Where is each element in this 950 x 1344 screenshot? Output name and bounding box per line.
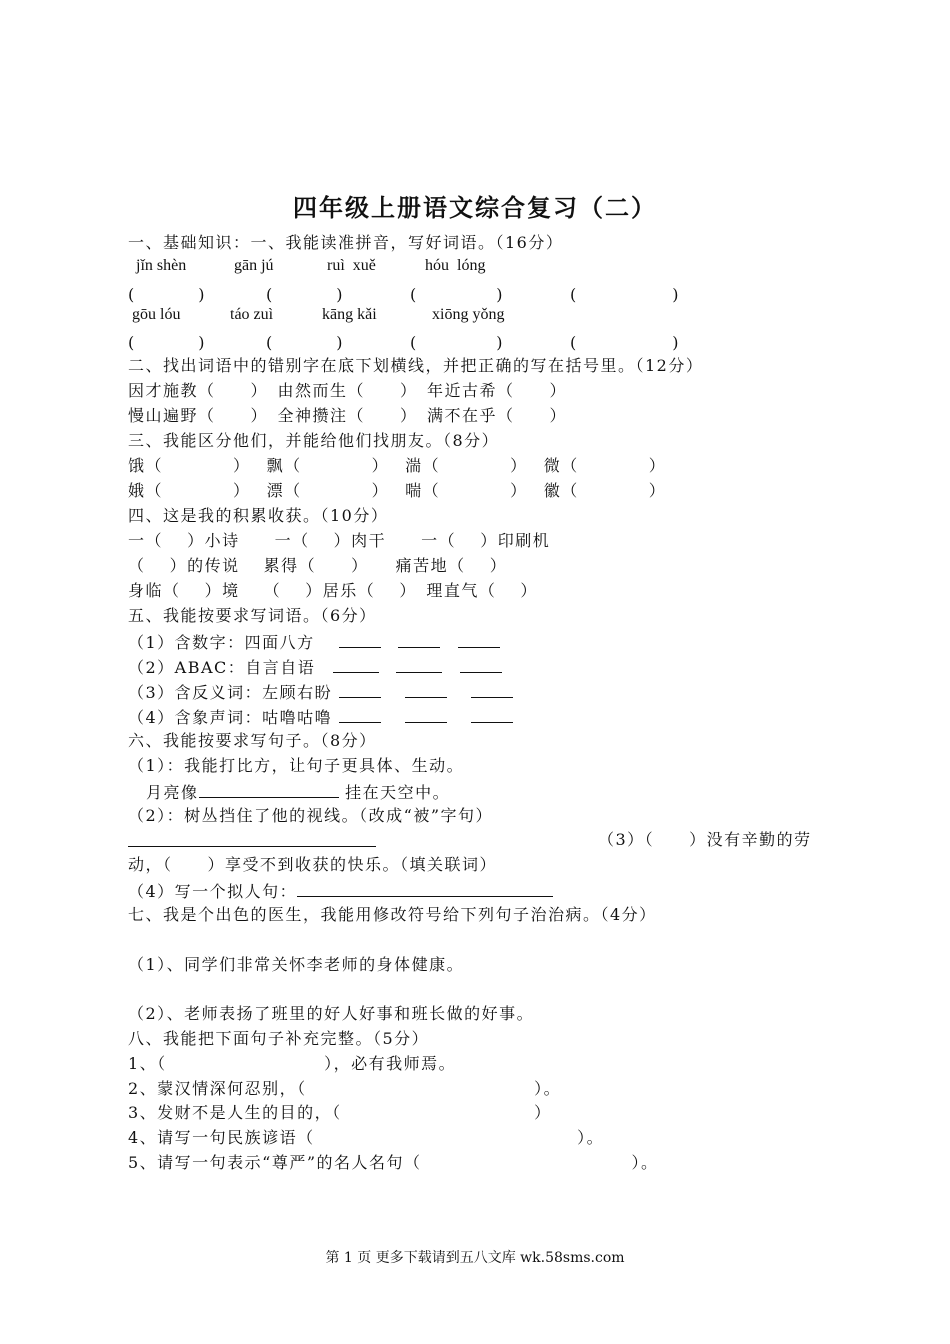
answer-paren: ( ) <box>128 333 205 352</box>
blank-line <box>199 781 339 798</box>
section-5-item <box>128 656 502 678</box>
section-3-row: 娥（ ） 漂（ ） 喘（ ） 徽（ ） <box>128 481 667 500</box>
section-2-row: 因才施教（ ） 由然而生（ ） 年近古希（ ） <box>128 381 568 400</box>
section-5-item <box>128 706 513 728</box>
section-1-heading: 一、基础知识：一、我能读准拼音，写好词语。（16分） <box>128 233 564 252</box>
section-5-heading: 五、我能按要求写词语。（6分） <box>128 606 377 625</box>
section-4-row: 一（ ）小诗 一（ ）肉干 一（ ）印刷机 <box>128 531 551 550</box>
section-8-item: 1、（ ），必有我师焉。 <box>128 1054 457 1073</box>
blank-line <box>405 706 447 723</box>
blank-line <box>458 631 500 648</box>
section-6-item: （3）（ ）没有辛勤的劳 <box>598 830 812 849</box>
section-7-heading: 七、我是个出色的医生，我能用修改符号给下列句子治治病。（4分） <box>128 905 657 924</box>
section-3-row: 饿（ ） 飘（ ） 湍（ ） 微（ ） <box>128 456 667 475</box>
section-2-heading: 二、找出词语中的错别字在底下划横线，并把正确的写在括号里。（12分） <box>128 356 704 375</box>
answer-paren: ( ) <box>266 333 343 352</box>
answer-paren: ( ) <box>410 285 503 304</box>
pinyin-3: ruì xuě <box>327 257 376 274</box>
blank-line <box>297 880 553 897</box>
section-7-item: （1）、同学们非常关怀李老师的身体健康。 <box>128 955 465 974</box>
section-6-heading: 六、我能按要求写句子。（8分） <box>128 731 377 750</box>
item-text: （2）ABAC：自言自语 <box>128 658 316 677</box>
blank-line <box>398 631 440 648</box>
section-7-item: （2）、老师表扬了班里的好人好事和班长做的好事。 <box>128 1004 535 1023</box>
pinyin-2: gān jú <box>234 257 274 274</box>
item-text: （1）含数字：四面八方 <box>128 633 315 652</box>
item-text: （3）含反义词：左顾右盼 <box>128 683 333 702</box>
blank-line <box>405 681 447 698</box>
pinyin-8: xiōng yǒng <box>432 306 505 323</box>
section-6-item: （2）：树丛挡住了他的视线。（改成“被”字句） <box>128 806 494 825</box>
page-title: 四年级上册语文综合复习（二） <box>293 194 657 222</box>
pinyin-6: táo zuì <box>230 306 274 323</box>
section-8-heading: 八、我能把下面句子补充完整。（5分） <box>128 1029 430 1048</box>
section-6-item <box>146 781 450 803</box>
section-6-item <box>128 880 553 902</box>
section-6-item <box>128 830 376 852</box>
section-8-item: 5、请写一句表示“尊严”的名人名句（ ）。 <box>128 1153 659 1172</box>
answer-paren: ( ) <box>570 333 679 352</box>
blank-line <box>396 656 442 673</box>
section-5-item <box>128 631 500 653</box>
section-5-item <box>128 681 513 703</box>
section-6-item: 动，（ ）享受不到收获的快乐。（填关联词） <box>128 855 498 874</box>
page-footer: 第 1 页 更多下载请到五八文库 wk.58sms.com <box>325 1250 625 1266</box>
blank-line <box>471 681 513 698</box>
blank-line <box>333 656 379 673</box>
section-4-row: 身临（ ）境 （ ）居乐（ ） 理直气（ ） <box>128 581 538 600</box>
blank-line <box>471 706 513 723</box>
section-2-row: 慢山遍野（ ） 全神攒注（ ） 满不在乎（ ） <box>128 406 568 425</box>
item-text: 月亮像 <box>146 783 199 802</box>
section-6-item: （1）：我能打比方，让句子更具体、生动。 <box>128 756 465 775</box>
blank-line <box>460 656 502 673</box>
pinyin-1: jǐn shèn <box>136 257 187 274</box>
answer-paren: ( ) <box>128 285 205 304</box>
blank-line <box>339 681 381 698</box>
section-4-heading: 四、这是我的积累收获。（10分） <box>128 506 389 525</box>
item-text: 挂在天空中。 <box>345 783 451 802</box>
blank-line <box>339 631 381 648</box>
section-8-item: 2、蒙汉情深何忍别，（ ）。 <box>128 1079 562 1098</box>
answer-paren: ( ) <box>570 285 679 304</box>
answer-paren: ( ) <box>266 285 343 304</box>
blank-line <box>128 830 376 847</box>
section-8-item: 3、发财不是人生的目的，（ ） <box>128 1103 552 1122</box>
blank-line <box>339 706 381 723</box>
section-8-item: 4、请写一句民族谚语（ ）。 <box>128 1128 605 1147</box>
section-4-row: （ ）的传说 累得（ ） 痛苦地（ ） <box>128 556 508 575</box>
item-text: （4）写一个拟人句： <box>128 882 298 901</box>
answer-paren: ( ) <box>410 333 503 352</box>
pinyin-7: kāng kǎi <box>322 306 377 323</box>
pinyin-5: gōu lóu <box>132 306 181 323</box>
item-text: （4）含象声词：咕噜咕噜 <box>128 708 333 727</box>
pinyin-4: hóu lóng <box>425 257 486 274</box>
section-3-heading: 三、我能区分他们，并能给他们找朋友。（8分） <box>128 431 500 450</box>
